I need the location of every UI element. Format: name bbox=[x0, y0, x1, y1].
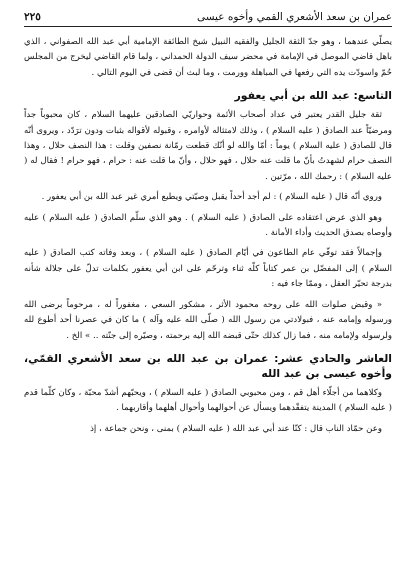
section-heading-ninth: التاسع: عبد الله بن أبي يعفور bbox=[234, 89, 392, 103]
paragraph: وروي أنّه قال ( عليه السلام ) : لم أجد أحداً يقبل وصيّتي ويطيع أمري غير عبد الله بن أبي يعفور . bbox=[41, 192, 382, 203]
paragraph: وعن حمّاد الناب قال : كنّا عند أبي عبد الله ( عليه السلام ) بمنى ، ونحن جماعة ، إذ bbox=[90, 423, 382, 434]
quoted-paragraph: « وقبض صلوات الله على روحه محمود الأثر ، مشكور السعي ، مغفوراً له ، مرحوماً برضى الله ورسوله وإمامه عنه ، فبولادتي من رسول الله ( صلّى الله عليه وآله ) ما كان في عصرنا أحد أطوع لله ولرسوله ولإمامه منه ، فما زال كذلك حتّى قبضه الله إليه برحمته ، وصيّره إلى جنّته .. » الخ . bbox=[24, 299, 392, 341]
page-number: ٢٢٥ bbox=[24, 11, 41, 23]
paragraph: يصلّي عندهما ، وهو جدّ الثقة الجليل والفقيه النبيل شيخ الطائفة الإمامية أبي عبد الله الصفواني ، الذي باهل قاضي الموصل في الإمامة في محضر سيف الدولة الحمداني ، ولما قام القاضي ليخرج من المجلس حُمّ واسودّت يده التي رفعها في المباهلة وورمت ، وما لبث أن قضى في اليوم التالي . bbox=[24, 37, 392, 78]
header-rule bbox=[24, 26, 392, 27]
paragraph: وهو الذي عرض اعتقاده على الصادق ( عليه السلام ) . وهو الذي سلّم الصادق ( عليه السلام ) عليه وأوصاه بصدق الحديث وأداء الأمانة . bbox=[24, 212, 392, 239]
paragraph: ثقة جليل القدر يعتبر في عداد أصحاب الأئمة وحواريّي الصادقين عليهما السلام ، كان محبوباً جداً ومرضيّاً عند الصادق ( عليه السلام ) ، وذلك لامتثاله لأوامره ، وقبوله لأقواله بثبات ودون ترَدّد ، ويروى أنّه قال للصادق ( عليه السلام ) يوماً : أمّا والله لو أنّك قطعت رمّانة نصفين وقلت : هذا النصف حلال ، وهذا النصف حرام لشهدتُ بأنّ ما قلت عنه حلال ، فهو حلال ، وأنّ ما قلت عنه : حرام ، فهو حرام ! فقال له ( عليه السلام ) : رحمك الله ، مرّتين . bbox=[24, 110, 392, 182]
running-title: عمران بن سعد الأشعري القمي وأخوه عيسى bbox=[196, 11, 392, 23]
section-heading-tenth-eleventh: العاشر والحادي عشر: عمران بن عبد الله بن سعد الأشعري القمّي، وأخوه عيسى بن عبد الله bbox=[24, 351, 392, 380]
paragraph: وإجمالاً فقد توفّي عام الطاعون في أيّام الصادق ( عليه السلام ) ، وبعد وفاته كتب الصادق ( عليه السلام ) إلى المفضّل بن عمر كتاباً كلّه ثناء وترحّم على ابن أبي يعفور بكلمات تدلّ على جلالة شأنه بدرجة تحيّر العقل ، وممّا جاء فيه : bbox=[24, 248, 392, 290]
paragraph: وكلاهما من أجلّاء أهل قم ، ومن محبوبي الصادق ( عليه السلام ) ، ويحبّهم أشدّ محبّة ، وكان كلّما قدم ( عليه السلام ) المدينة يتفقّدهما ويسأل عن أحوالهما وأحوال أهلهما وأقاربهما . bbox=[24, 387, 392, 414]
running-header bbox=[24, 8, 392, 26]
